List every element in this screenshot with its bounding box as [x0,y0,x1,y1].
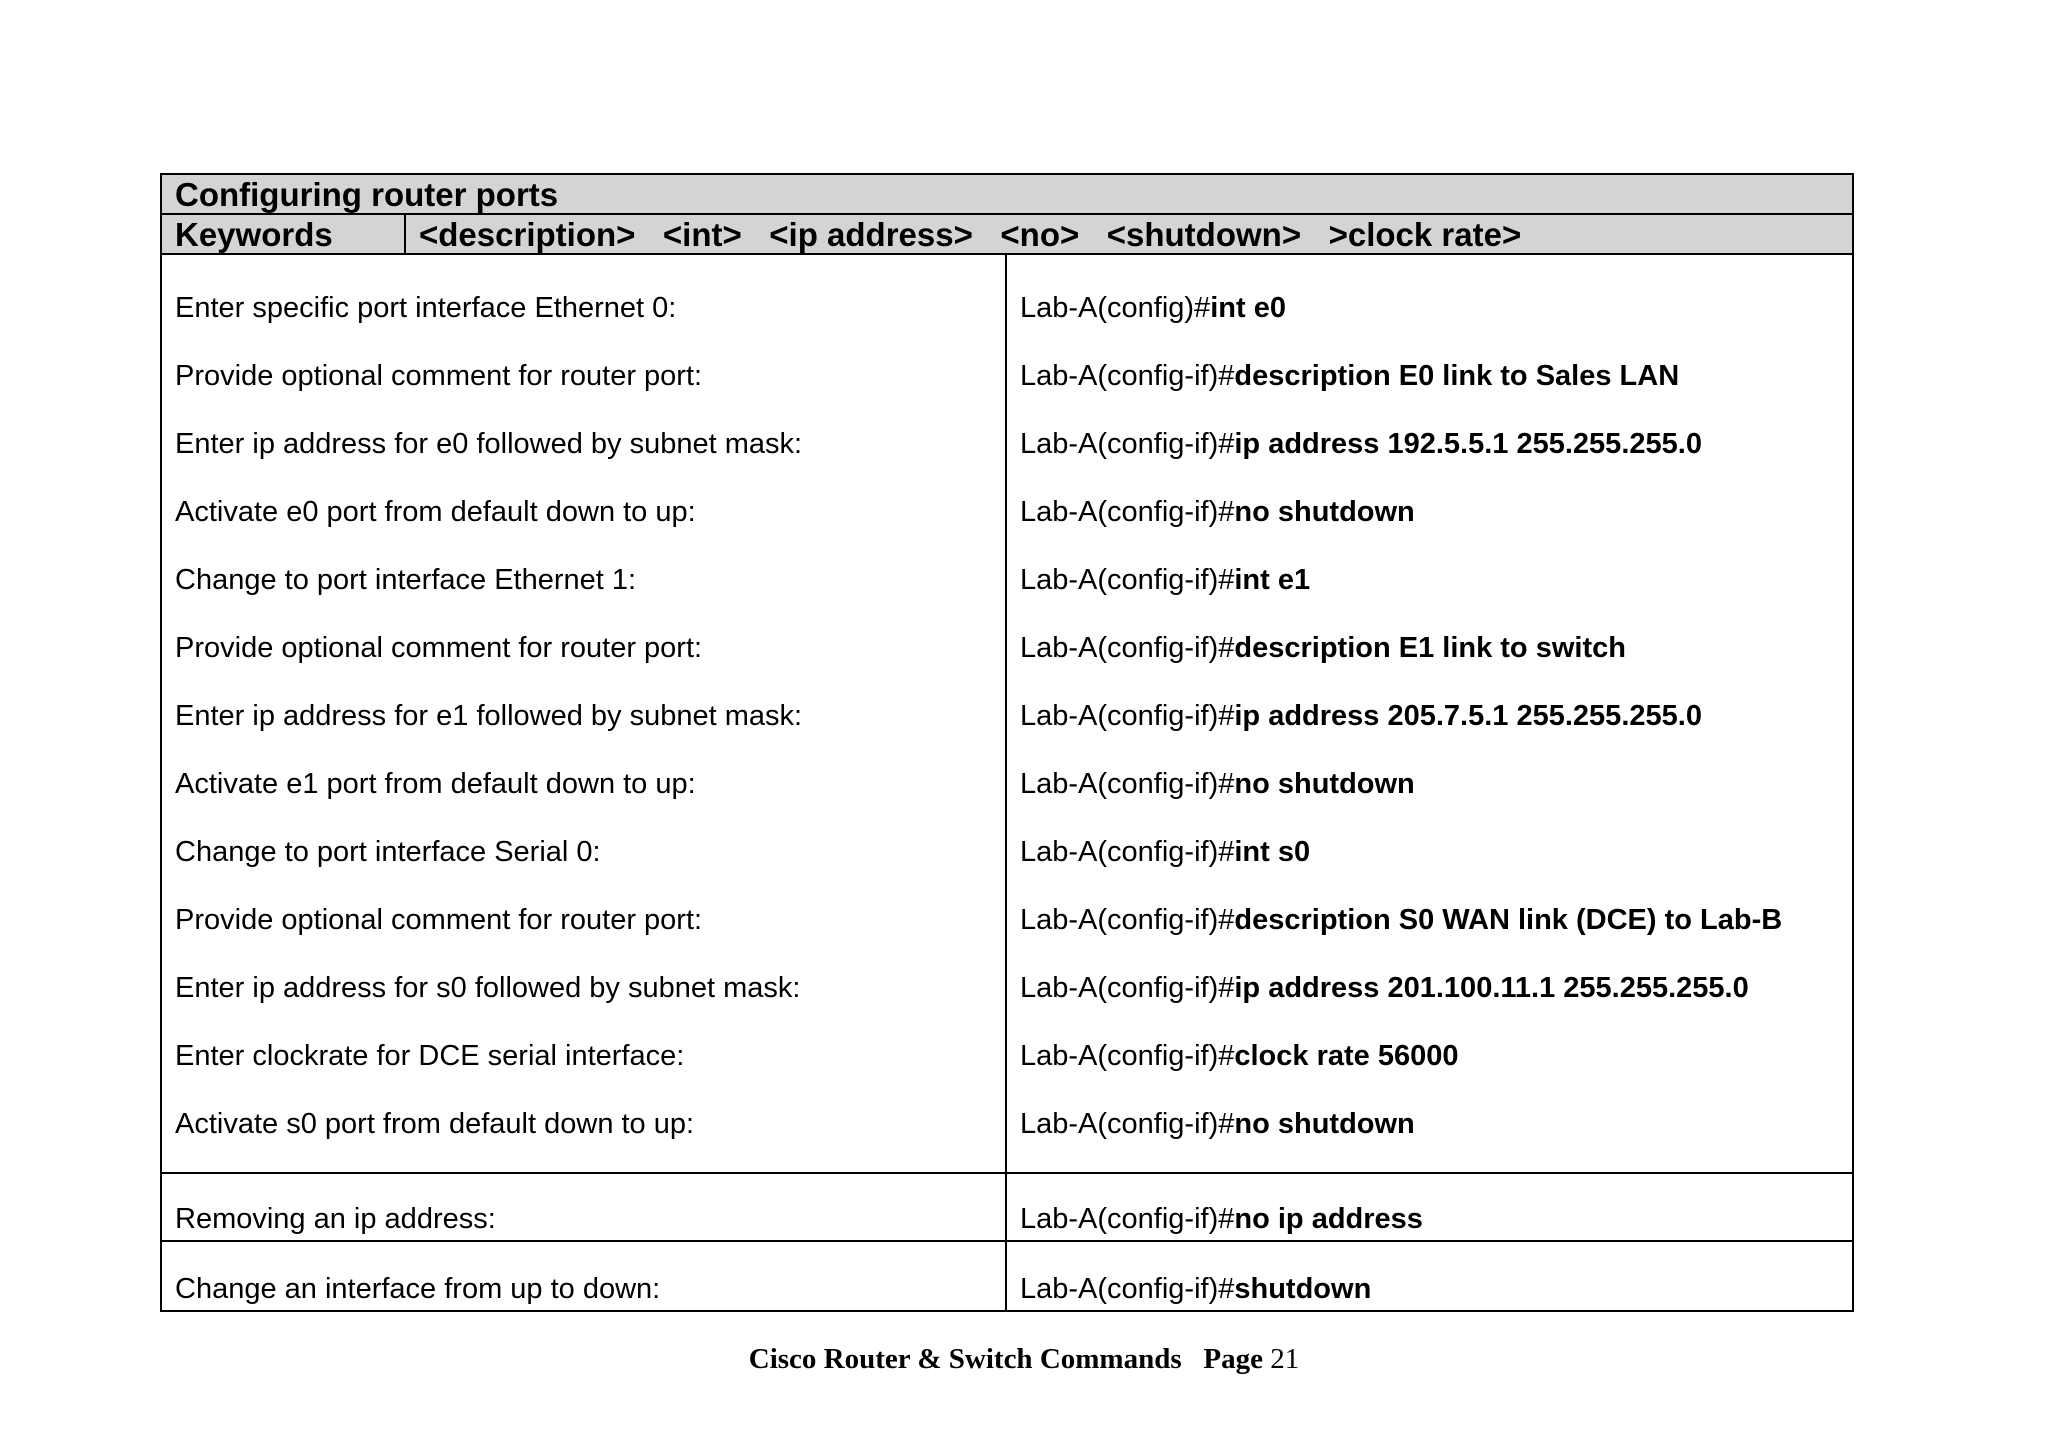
row-command [1007,886,1852,954]
row-command [1007,682,1852,750]
keywords-label: Keywords [162,215,406,253]
command-prompt: Lab-A(config-if)# [1020,564,1235,596]
row-description: Removing an ip address: [162,1174,1007,1240]
row-description: Enter ip address for e0 followed by subnet mask: [175,428,803,460]
command-text: clock rate 56000 [1234,1040,1459,1072]
footer-page-number: 21 [1270,1343,1300,1375]
row-command [1007,818,1852,886]
row-command [1007,750,1852,818]
command-prompt: Lab-A(config-if)# [1020,1203,1235,1235]
command-prompt: Lab-A(config-if)# [1020,836,1235,868]
row-description: Activate s0 port from default down to up: [175,1108,695,1140]
command-text: shutdown [1234,1273,1372,1305]
footer-title: Cisco Router & Switch Commands [748,1343,1182,1375]
command-text: ip address 201.100.11.1 255.255.255.0 [1234,972,1749,1004]
command-text: ip address 205.7.5.1 255.255.255.0 [1234,700,1702,732]
row-description: Change to port interface Ethernet 1: [175,564,637,596]
row-command [1007,1090,1852,1158]
command-prompt: Lab-A(config-if)# [1020,700,1235,732]
row-description: Activate e0 port from default down to up: [175,496,696,528]
command-prompt: Lab-A(config-if)# [1020,768,1235,800]
row-description: Enter ip address for s0 followed by subnet mask: [175,972,801,1004]
row-command [1007,546,1852,614]
command-text: ip address 192.5.5.1 255.255.255.0 [1234,428,1702,460]
command-text: no shutdown [1234,768,1415,800]
command-prompt: Lab-A(config-if)# [1020,1108,1235,1140]
command-prompt: Lab-A(config-if)# [1020,428,1235,460]
description-column [162,255,1007,1172]
keywords-row [162,215,1852,255]
row-description: Enter ip address for e1 followed by subnet mask: [175,700,803,732]
command-prompt: Lab-A(config-if)# [1020,1273,1235,1305]
row-command [1007,274,1852,342]
table-body [162,255,1852,1174]
row-command [1007,1174,1852,1240]
command-prompt: Lab-A(config-if)# [1020,360,1235,392]
row-description: Provide optional comment for router port: [175,904,703,936]
command-prompt: Lab-A(config-if)# [1020,632,1235,664]
command-text: int e0 [1210,292,1286,324]
command-prompt: Lab-A(config-if)# [1020,1040,1235,1072]
row-command [1007,614,1852,682]
row-description: Enter clockrate for DCE serial interface: [175,1040,685,1072]
row-description: Provide optional comment for router port: [175,632,703,664]
command-text: description S0 WAN link (DCE) to Lab-B [1234,904,1783,936]
command-text: no shutdown [1234,1108,1415,1140]
command-prompt: Lab-A(config-if)# [1020,904,1235,936]
footer-page-label: Page [1203,1343,1263,1375]
page-footer [0,1343,2048,1376]
row-description: Activate e1 port from default down to up: [175,768,696,800]
keywords-list: <description> <int> <ip address> <no> <shutdown> >clock rate> [419,216,1522,253]
command-prompt: Lab-A(config-if)# [1020,972,1235,1004]
row-description: Provide optional comment for router port: [175,360,703,392]
table-row [162,1174,1852,1242]
row-description: Change an interface from up to down: [162,1242,1007,1310]
row-description: Change to port interface Serial 0: [175,836,601,868]
row-command [1007,1242,1852,1310]
command-text: no ip address [1234,1203,1423,1235]
row-command [1007,410,1852,478]
row-command [1007,478,1852,546]
row-command [1007,342,1852,410]
row-description: Enter specific port interface Ethernet 0: [175,292,677,324]
command-column [1007,255,1852,1172]
row-command [1007,954,1852,1022]
command-text: no shutdown [1234,496,1415,528]
command-prompt: Lab-A(config-if)# [1020,496,1235,528]
command-text: description E1 link to switch [1234,632,1626,664]
command-prompt: Lab-A(config)# [1020,292,1211,324]
command-text: description E0 link to Sales LAN [1234,360,1680,392]
table-title: Configuring router ports [162,175,1852,215]
row-command [1007,1022,1852,1090]
command-text: int e1 [1234,564,1311,596]
commands-table [160,173,1854,1312]
command-text: int s0 [1234,836,1311,868]
table-row [162,1242,1852,1310]
